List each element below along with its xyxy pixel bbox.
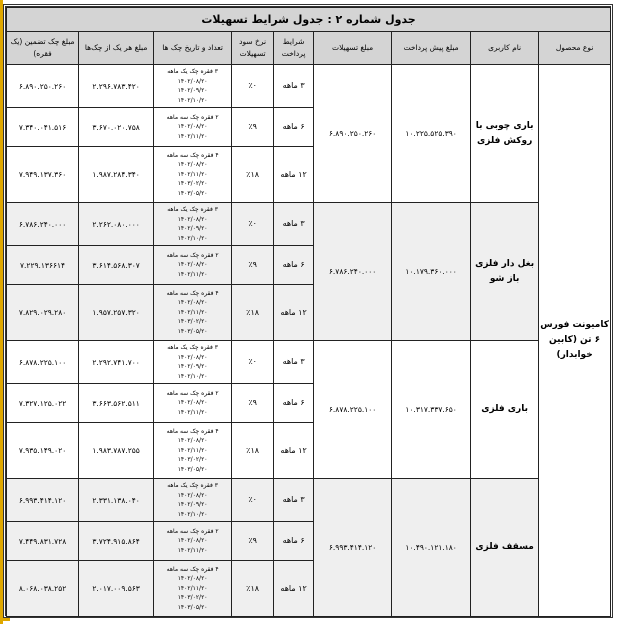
guarantee-cell: ۷.۹۳۵.۱۴۹.۰۲۰ [7, 423, 79, 479]
check-date: ۱۴۰۲/۰۹/۲۰ [177, 87, 208, 94]
checks-cell [154, 147, 232, 203]
check-date: ۱۴۰۲/۰۸/۲۰ [177, 161, 208, 169]
guarantee-cell: ۶.۹۹۳.۴۱۴.۱۲۰ [7, 479, 79, 522]
loan-amount-cell: ۶.۸۹۰.۲۵۰.۲۶۰ [314, 65, 392, 203]
rate-cell: ٪۱۸ [232, 423, 274, 479]
check-amount-cell: ۲.۲۶۲.۰۸۰.۰۰۰ [79, 203, 154, 246]
checks-cell [154, 203, 232, 246]
guarantee-cell: ۷.۸۲۹.۰۲۹.۲۸۰ [7, 285, 79, 341]
term-cell: ۱۲ ماهه [274, 561, 314, 617]
table-title: جدول شماره ۲ : جدول شرایط تسهیلات [7, 8, 611, 32]
usage-cell: باری فلزی [471, 341, 539, 479]
checks-title: ۳ فقره چک یک ماهه [167, 344, 218, 351]
down-payment-cell: ۱۰.۲۲۵.۵۲۵.۳۹۰ [392, 65, 471, 203]
table-row [7, 341, 611, 384]
term-cell: ۶ ماهه [274, 384, 314, 423]
checks-title: ۲ فقره چک سه ماهه [166, 113, 219, 121]
term-cell: ۳ ماهه [274, 65, 314, 108]
guarantee-cell: ۸.۰۶۸.۰۳۸.۲۵۲ [7, 561, 79, 617]
col-header-down-payment: مبلغ پیش پرداخت [392, 32, 471, 65]
term-cell: ۳ ماهه [274, 203, 314, 246]
check-date: ۱۴۰۲/۱۱/۲۰ [177, 584, 208, 592]
rate-cell: ٪۹ [232, 246, 274, 285]
rate-cell: ٪۰ [232, 65, 274, 108]
rate-cell: ٪۱۸ [232, 561, 274, 617]
check-date: ۱۴۰۲/۰۸/۲۰ [177, 215, 208, 223]
rate-cell: ٪۰ [232, 341, 274, 384]
col-header-check-amount: مبلغ هر یک از چک‌ها [79, 32, 154, 65]
check-date: ۱۴۰۲/۱۱/۲۰ [177, 546, 208, 554]
check-amount-cell: ۳.۷۲۴.۹۱۵.۸۶۴ [79, 522, 154, 561]
check-date: ۱۴۰۳/۰۲/۲۰ [177, 180, 208, 188]
col-header-loan-amount: مبلغ تسهیلات [314, 32, 392, 65]
check-date: ۱۴۰۲/۰۸/۲۰ [177, 299, 208, 307]
table-row [7, 479, 611, 522]
loan-amount-cell: ۶.۷۸۶.۲۴۰.۰۰۰ [314, 203, 392, 341]
rate-cell: ٪۱۸ [232, 285, 274, 341]
check-date: ۱۴۰۳/۰۲/۲۰ [177, 594, 208, 602]
facility-terms-table [6, 7, 611, 617]
column-header-row [7, 32, 611, 65]
rate-cell: ٪۱۸ [232, 147, 274, 203]
check-date: ۱۴۰۲/۱۰/۲۰ [177, 234, 208, 242]
checks-cell [154, 522, 232, 561]
check-date: ۱۴۰۲/۰۹/۲۰ [177, 363, 208, 370]
check-date: ۱۴۰۲/۰۹/۲۰ [177, 501, 208, 508]
checks-title: ۳ فقره چک یک ماهه [167, 68, 218, 75]
checks-cell [154, 108, 232, 147]
check-amount-cell: ۳.۶۱۴.۵۶۸.۳۰۷ [79, 246, 154, 285]
col-header-product: نوع محصول [539, 32, 611, 65]
term-cell: ۳ ماهه [274, 479, 314, 522]
guarantee-cell: ۷.۴۴۹.۸۳۱.۷۲۸ [7, 522, 79, 561]
check-date: ۱۴۰۲/۰۸/۲۰ [177, 437, 208, 445]
checks-cell [154, 479, 232, 522]
usage-cell: بغل دار فلزی باز شو [471, 203, 539, 341]
checks-title: ۳ فقره چک یک ماهه [167, 206, 218, 213]
check-date: ۱۴۰۳/۰۵/۲۰ [177, 327, 208, 335]
usage-cell: مسقف فلزی [471, 479, 539, 617]
rate-cell: ٪۰ [232, 479, 274, 522]
table-row [7, 203, 611, 246]
checks-title: ۲ فقره چک سه ماهه [166, 527, 219, 535]
col-header-interest-rate: نرخ سود تسهیلات [232, 32, 274, 65]
guarantee-cell: ۷.۳۲۷.۱۲۵.۰۲۲ [7, 384, 79, 423]
term-cell: ۱۲ ماهه [274, 423, 314, 479]
product-cell: کامیونت فورس ۶ تن (کابین خوابدار) [539, 65, 611, 617]
guarantee-cell: ۶.۷۸۶.۲۴۰.۰۰۰ [7, 203, 79, 246]
check-date: ۱۴۰۲/۰۸/۲۰ [177, 353, 208, 361]
check-amount-cell: ۲.۳۳۱.۱۳۸.۰۴۰ [79, 479, 154, 522]
check-amount-cell: ۲.۲۹۲.۷۴۱.۷۰۰ [79, 341, 154, 384]
rate-cell: ٪۹ [232, 108, 274, 147]
checks-cell [154, 423, 232, 479]
check-date: ۱۴۰۳/۰۵/۲۰ [177, 189, 208, 197]
guarantee-cell: ۷.۲۲۹.۱۳۶۶۱۴ [7, 246, 79, 285]
checks-title: ۲ فقره چک سه ماهه [166, 251, 219, 259]
checks-cell [154, 285, 232, 341]
checks-title: ۴ فقره چک سه ماهه [166, 565, 219, 573]
col-header-usage: نام کاربری [471, 32, 539, 65]
usage-cell: باری چوبی با روکش فلزی [471, 65, 539, 203]
check-date: ۱۴۰۲/۰۸/۲۰ [177, 261, 208, 269]
checks-cell [154, 246, 232, 285]
check-date: ۱۴۰۲/۰۸/۲۰ [177, 537, 208, 545]
check-date: ۱۴۰۲/۱۱/۲۰ [177, 170, 208, 178]
check-date: ۱۴۰۳/۰۲/۲۰ [177, 456, 208, 464]
check-amount-cell: ۱.۹۸۷.۲۸۴.۳۴۰ [79, 147, 154, 203]
check-date: ۱۴۰۲/۰۸/۲۰ [177, 575, 208, 583]
col-header-checks: تعداد و تاریخ چک ها [154, 32, 232, 65]
table-row [7, 65, 611, 108]
guarantee-cell: ۷.۳۴۰.۰۴۱.۵۱۶ [7, 108, 79, 147]
check-date: ۱۴۰۲/۰۸/۲۰ [177, 491, 208, 499]
checks-cell [154, 341, 232, 384]
rate-cell: ٪۹ [232, 522, 274, 561]
check-date: ۱۴۰۲/۰۹/۲۰ [177, 225, 208, 232]
check-date: ۱۴۰۳/۰۵/۲۰ [177, 465, 208, 473]
check-date: ۱۴۰۲/۰۸/۲۰ [177, 123, 208, 131]
check-amount-cell: ۲.۲۹۶.۷۸۳.۴۲۰ [79, 65, 154, 108]
checks-cell [154, 561, 232, 617]
check-date: ۱۴۰۲/۰۸/۲۰ [177, 399, 208, 407]
col-header-guarantee-check: مبلغ چک تضمین (یک فقره) [7, 32, 79, 65]
check-amount-cell: ۳.۶۷۰.۰۲۰.۷۵۸ [79, 108, 154, 147]
rate-cell: ٪۹ [232, 384, 274, 423]
checks-title: ۴ فقره چک سه ماهه [166, 151, 219, 159]
term-cell: ۶ ماهه [274, 522, 314, 561]
checks-cell [154, 384, 232, 423]
check-date: ۱۴۰۲/۱۱/۲۰ [177, 270, 208, 278]
check-date: ۱۴۰۲/۱۱/۲۰ [177, 308, 208, 316]
check-date: ۱۴۰۲/۱۰/۲۰ [177, 372, 208, 380]
check-amount-cell: ۱.۹۸۳.۷۸۷.۲۵۵ [79, 423, 154, 479]
down-payment-cell: ۱۰.۱۷۹.۳۶۰.۰۰۰ [392, 203, 471, 341]
checks-title: ۴ فقره چک سه ماهه [166, 289, 219, 297]
term-cell: ۶ ماهه [274, 246, 314, 285]
check-date: ۱۴۰۲/۰۸/۲۰ [177, 77, 208, 85]
down-payment-cell: ۱۰.۴۹۰.۱۲۱.۱۸۰ [392, 479, 471, 617]
check-date: ۱۴۰۲/۱۰/۲۰ [177, 96, 208, 104]
checks-title: ۴ فقره چک سه ماهه [166, 427, 219, 435]
checks-title: ۳ فقره چک یک ماهه [167, 482, 218, 489]
check-date: ۱۴۰۲/۱۱/۲۰ [177, 132, 208, 140]
check-date: ۱۴۰۲/۱۱/۲۰ [177, 408, 208, 416]
check-date: ۱۴۰۳/۰۲/۲۰ [177, 318, 208, 326]
check-amount-cell: ۱.۹۵۷.۲۵۷.۳۲۰ [79, 285, 154, 341]
term-cell: ۱۲ ماهه [274, 285, 314, 341]
loan-amount-cell: ۶.۹۹۳.۴۱۴.۱۲۰ [314, 479, 392, 617]
check-amount-cell: ۳.۶۶۳.۵۶۲.۵۱۱ [79, 384, 154, 423]
term-cell: ۱۲ ماهه [274, 147, 314, 203]
check-date: ۱۴۰۲/۱۰/۲۰ [177, 510, 208, 518]
checks-title: ۲ فقره چک سه ماهه [166, 389, 219, 397]
rate-cell: ٪۰ [232, 203, 274, 246]
term-cell: ۶ ماهه [274, 108, 314, 147]
term-cell: ۳ ماهه [274, 341, 314, 384]
guarantee-cell: ۷.۹۴۹.۱۳۷.۳۶۰ [7, 147, 79, 203]
loan-amount-cell: ۶.۸۷۸.۲۲۵.۱۰۰ [314, 341, 392, 479]
checks-cell [154, 65, 232, 108]
down-payment-cell: ۱۰.۳۱۷.۳۳۷.۶۵۰ [392, 341, 471, 479]
check-amount-cell: ۲.۰۱۷.۰۰۹.۵۶۳ [79, 561, 154, 617]
check-date: ۱۴۰۳/۰۵/۲۰ [177, 603, 208, 611]
guarantee-cell: ۶.۸۷۸.۲۲۵.۱۰۰ [7, 341, 79, 384]
check-date: ۱۴۰۲/۱۱/۲۰ [177, 446, 208, 454]
col-header-payment-terms: شرایط پرداخت [274, 32, 314, 65]
guarantee-cell: ۶.۸۹۰.۲۵۰.۲۶۰ [7, 65, 79, 108]
